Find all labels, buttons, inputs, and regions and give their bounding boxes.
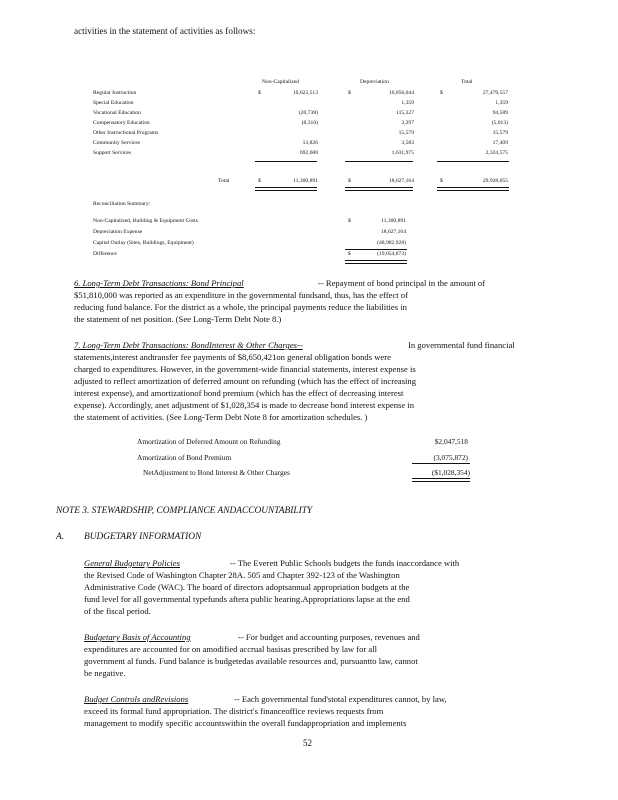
para-line: the Revised Code of Washington Chapter 28A. 505 and Chapter 392-123 of the Washington — [84, 570, 400, 580]
amortization-row: Amortization of Bond Premium — [137, 453, 232, 462]
para-line: government al funds. Fund balance is budgetedas available resources and, pursuantto law, cannot — [84, 656, 418, 666]
dollar-sign: $ — [348, 218, 351, 224]
cell-value: (20,738) — [298, 110, 318, 116]
cell-value: 94,589 — [492, 110, 508, 116]
item6-line: reducing fund balance. For the district as a whole, the principal payments reduce the liabilities in — [74, 302, 407, 312]
amortization-rule — [412, 463, 470, 464]
amortization-value: ($1,028,354) — [431, 468, 470, 477]
item7-line: the statement of activities. (See Long-Term Debt Note 8 for amortization schedules. ) — [74, 412, 368, 422]
cell-value: 1,631,975 — [391, 150, 414, 156]
subtotal-rule — [255, 161, 317, 162]
cell-value: 10,623,513 — [292, 90, 318, 96]
amortization-row: NetAdjustment to Bond Interest & Other Charges — [143, 468, 290, 477]
cell-value: 15,579 — [398, 130, 414, 136]
item7-line: In governmental fund financial — [408, 340, 515, 350]
para-lead: Budgetary Basis of Accounting — [84, 632, 191, 642]
dollar-sign: $ — [348, 90, 351, 96]
cell-value: 692,600 — [299, 150, 318, 156]
amortization-value: (3,075,872) — [433, 453, 468, 462]
total-label: Total — [218, 178, 230, 184]
cell-value: 3,297 — [401, 120, 414, 126]
total-value: 29,928,055 — [482, 178, 508, 184]
dollar-sign: $ — [440, 178, 443, 184]
subtotal-rule — [345, 161, 413, 162]
recon-rule — [345, 249, 407, 250]
para-line: fund level for all governmental typefunds aftera public hearing.Appropriations lapse at the end — [84, 594, 410, 604]
item7-line: statements,interest andtransfer fee payments of $8,650,421on general obligation bonds were — [74, 352, 391, 362]
item7-line: interest expense), and amortizationof bond premium (which has the effect of decreasing interest — [74, 388, 404, 398]
para-line: exceed its formal fund appropriation. The district's financeoffice reviews requests from — [84, 706, 384, 716]
total-double-rule — [345, 187, 413, 191]
table-row: Special Education — [93, 100, 134, 106]
recon-row: Non-Capitalized, Building & Equipment Costs — [93, 218, 198, 224]
para-line: -- Each governmental fund'stotal expenditures cannot, by law, — [234, 694, 447, 704]
section-letter: A. — [56, 532, 65, 542]
item7-heading: 7. Long-Term Debt Transactions: BondInterest & Other Charges-- — [74, 340, 303, 350]
para-line: of the fiscal period. — [84, 606, 151, 616]
item6-line: the statement of net position. (See Long-Term Debt Note 8.) — [74, 314, 282, 324]
para-line: management to modify specific accountswithin the overall fundappropriation and implements — [84, 718, 407, 728]
total-value: 11,300,891 — [293, 178, 318, 184]
cell-value: 16,856,044 — [388, 90, 414, 96]
col-header-noncapitalized: Non-Capitalized — [262, 79, 299, 85]
col-header-total: Total — [461, 79, 473, 85]
table-row: Vocational Education — [93, 110, 141, 116]
para-lead: Budget Controls andRevisions — [84, 694, 189, 704]
cell-value: 1,359 — [401, 100, 414, 106]
cell-value: 17,409 — [492, 140, 508, 146]
item6-line: $51,810,000 was reported as an expenditure in the governmental fundsand, thus, has the effect of — [74, 290, 408, 300]
para-line: be negative. — [84, 668, 126, 678]
page-number: 52 — [303, 738, 312, 748]
recon-title: Reconciliation Summary: — [93, 201, 151, 207]
item6-line: -- Repayment of bond principal in the amount of — [318, 278, 486, 288]
cell-value: 13,826 — [302, 140, 318, 146]
cell-value: (5,013) — [491, 120, 508, 126]
item6-heading: 6. Long-Term Debt Transactions: Bond Principal — [74, 278, 244, 288]
item7-line: expense). Accordingly, anet adjustment of $1,028,354 is made to decrease bond interest expense in — [74, 400, 414, 410]
table-row: Regular Instruction — [93, 90, 137, 96]
cell-value: 27,479,557 — [482, 90, 508, 96]
cell-value: (8,310) — [301, 120, 318, 126]
note-title: NOTE 3. STEWARDSHIP, COMPLIANCE ANDACCOUNTABILITY — [56, 506, 313, 516]
amortization-row: Amortization of Deferred Amount on Refunding — [137, 437, 281, 446]
item7-line: charged to expenditures. However, in the government-wide financial statements, interest expense is — [74, 364, 416, 374]
section-title: BUDGETARY INFORMATION — [84, 532, 202, 542]
dollar-sign: $ — [258, 178, 261, 184]
table-row: Compensatory Education — [93, 120, 150, 126]
intro-text: activities in the statement of activities as follows: — [74, 26, 256, 36]
col-header-depreciation: Depreciation — [360, 79, 389, 85]
cell-value: 3,583 — [401, 140, 414, 146]
recon-row: Capital Outlay (Sites, Buildings, Equipment) — [93, 240, 194, 246]
recon-value: (48,982,928) — [377, 240, 406, 246]
dollar-sign: $ — [348, 178, 351, 184]
total-value: 18,627,164 — [388, 178, 414, 184]
recon-value: 18,627,164 — [380, 229, 406, 235]
para-line: Administrative Code (WAC). The board of directors adoptsannual appropriation budgets at the — [84, 582, 410, 592]
recon-value: 11,300,891 — [381, 218, 406, 224]
total-double-rule — [437, 187, 509, 191]
recon-value: (19,054,873) — [377, 251, 406, 257]
table-row: Support Services — [93, 150, 132, 156]
subtotal-rule — [437, 161, 509, 162]
para-line: -- For budget and accounting purposes, revenues and — [238, 632, 420, 642]
item7-line: adjusted to reflect amortization of deferred amount on refunding (which has the effect of increasing — [74, 376, 417, 386]
cell-value: 1,359 — [495, 100, 508, 106]
amortization-value: $2,047,518 — [434, 437, 468, 446]
amortization-double-rule — [412, 478, 470, 482]
cell-value: 115,327 — [396, 110, 414, 116]
dollar-sign: $ — [258, 90, 261, 96]
dollar-sign: $ — [348, 251, 351, 257]
recon-row: Difference — [93, 251, 117, 257]
para-line: -- The Everett Public Schools budgets the funds inaccordance with — [230, 558, 460, 568]
cell-value: 2,324,575 — [485, 150, 508, 156]
cell-value: 15,579 — [492, 130, 508, 136]
para-line: expenditures are accounted for on amodified accrual basisas prescribed by law for all — [84, 644, 378, 654]
dollar-sign: $ — [440, 90, 443, 96]
recon-row: Depreciation Expense — [93, 229, 143, 235]
para-lead: General Budgetary Policies — [84, 558, 180, 568]
total-double-rule — [255, 187, 317, 191]
table-row: Other Instructional Programs — [93, 130, 159, 136]
recon-double-rule — [345, 260, 407, 264]
table-row: Community Services — [93, 140, 141, 146]
